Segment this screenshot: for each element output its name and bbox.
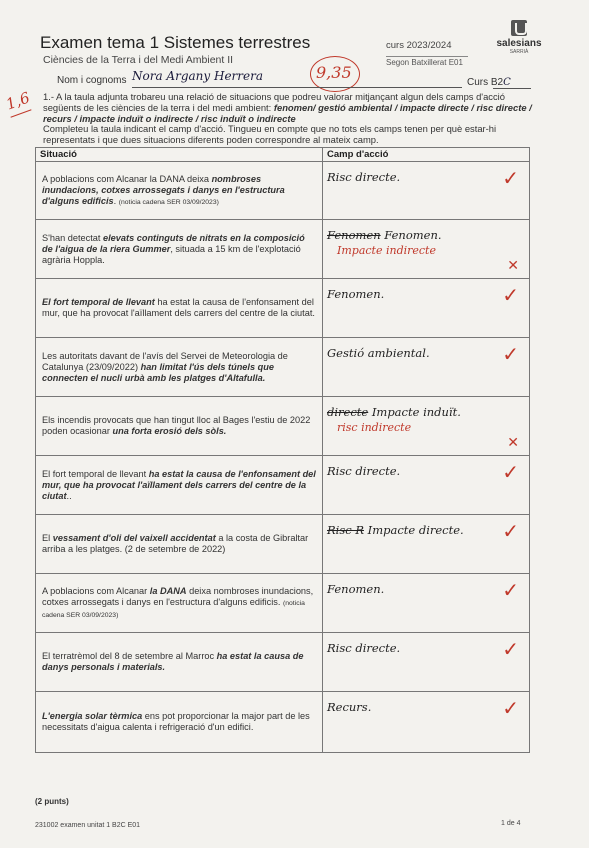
school-logo-icon: [511, 20, 527, 36]
answer-line: [327, 700, 525, 714]
situation-cell: [36, 338, 323, 397]
class-line: [493, 88, 531, 89]
table-row: [36, 220, 530, 279]
answer-cell: [323, 162, 530, 220]
answer-text: Fenomen.: [384, 228, 442, 242]
situation-cell: [36, 633, 323, 692]
situation-cell: [36, 574, 323, 633]
answer-text: Risc directe.: [327, 641, 401, 655]
situation-bold: elevats continguts de nitrats en la composició de l'aigua de la riera Gummer: [42, 232, 305, 254]
table-row: [36, 456, 530, 515]
check-mark-icon: ✓: [502, 460, 519, 484]
situation-cell: [36, 515, 323, 574]
situation-bold: una forta erosió dels sòls.: [112, 426, 227, 436]
check-mark-icon: ✓: [502, 166, 519, 190]
struck-text: Risc R: [327, 523, 364, 537]
situation-bold: la DANA: [149, 585, 187, 596]
check-mark-icon: ✓: [502, 283, 519, 307]
answer-line: [327, 582, 525, 596]
situation-bold: han limitat l'ús dels túnels que connecten el nucli urbà amb les platges d'Altafulla.: [42, 361, 274, 383]
answer-cell: [323, 220, 530, 279]
struck-text: directe: [327, 405, 369, 419]
answer-line: [327, 464, 525, 478]
course-year: curs 2023/2024: [386, 40, 452, 51]
class-label-text: Curs B2: [467, 77, 504, 88]
school-logo-sub: SARRIÀ: [509, 49, 529, 55]
instructions-fields: fenomen/ gestió ambiental / impacte directe / risc directe / recurs / impacte induït o indirecte / risc induït o indirecte: [43, 101, 532, 124]
instructions: [43, 92, 543, 146]
footer-code: 231002 examen unitat 1 B2C E01: [35, 822, 141, 829]
situation-text: deixa nombroses inundacions, cotxes arrossegats i danys en l'estructura d'alguns edificis.: [42, 585, 314, 607]
table-row: [36, 397, 530, 456]
check-mark-icon: ✓: [502, 578, 519, 602]
class-value: C: [503, 77, 511, 88]
table-row: [36, 574, 530, 633]
grade: 9,35: [316, 63, 352, 82]
situation-bold: ha estat la causa de l'enfonsament del mur, que ha provocat l'aïllament dels carrers del centre de la ciutat: [42, 468, 316, 501]
answer-line: [327, 523, 525, 537]
situation-text: ens pot proporcionar la major part de les necessitats d'aigua calenta i refrigeració d'un edifici.: [42, 711, 310, 732]
answer-cell: [323, 456, 530, 515]
answer-text: Recurs.: [327, 700, 372, 714]
answer-text: Risc directe.: [327, 464, 401, 478]
situation-note: (noticia cadena SER 03/09/2023): [118, 198, 219, 206]
answer-line: [327, 641, 525, 655]
situation-text: .: [113, 195, 119, 206]
situation-cell: [36, 279, 323, 338]
name-line: [132, 87, 462, 88]
table-row: [36, 162, 530, 220]
situation-cell: [36, 692, 323, 753]
instructions-line1: 1.- A la taula adjunta trobareu una relació de situacions que podreu valorar mitjançant algun dels camps d'acció següents de les ciències de la terra i del medi ambient:: [43, 91, 505, 113]
school-logo: [496, 20, 542, 55]
situation-bold: L'energia solar tèrmica: [42, 711, 143, 721]
school-logo-name: salesians: [496, 38, 542, 49]
class-label: [467, 77, 511, 88]
table-row: [36, 692, 530, 753]
answer-line: [327, 346, 525, 360]
page-number: 1 de 4: [501, 820, 521, 827]
situation-cell: [36, 397, 323, 456]
situation-cell: [36, 456, 323, 515]
exam-title: Examen tema 1 Sistemes terrestres: [40, 33, 311, 52]
cross-mark-icon: ✕: [507, 435, 519, 451]
answer-line: [327, 170, 525, 184]
table-body: [36, 162, 530, 753]
answer-line: [327, 287, 525, 301]
table-header-row: [36, 148, 530, 162]
check-mark-icon: ✓: [502, 637, 519, 661]
instructions-line2: Completeu la taula indicant el camp d'acció. Tingueu en compte que no tots els camps tenen per què estar-hi representats i que dues situacions diferents poden correspondre al mateix camp.: [43, 123, 497, 146]
answer-text: Impacte directe.: [367, 523, 464, 537]
check-mark-icon: ✓: [502, 342, 519, 366]
situation-text: Els incendis provocats que han tingut lloc al Bages l'estiu de 2022 poden ocasionar: [42, 415, 311, 436]
teacher-correction: risc indirecte: [337, 421, 412, 434]
situation-bold: vessament d'oli del vaixell accidentat: [52, 533, 216, 543]
table-row: [36, 515, 530, 574]
situation-note: (noticia cadena SER 03/09/2023): [42, 599, 305, 619]
answer-cell: [323, 692, 530, 753]
check-mark-icon: ✓: [502, 519, 519, 543]
answer-line: [327, 228, 525, 242]
answer-text: Impacte induït.: [371, 405, 461, 419]
table-row: [36, 279, 530, 338]
situation-text: A poblacions com Alcanar la DANA deixa: [42, 173, 212, 184]
answer-cell: [323, 633, 530, 692]
name-value: Nora Argany Herrera: [132, 69, 264, 83]
check-mark-icon: ✓: [502, 696, 519, 720]
side-score: 1,6: [3, 88, 33, 114]
answer-cell: [323, 279, 530, 338]
answer-cell: [323, 515, 530, 574]
answer-cell: [323, 574, 530, 633]
teacher-correction: Impacte indirecte: [337, 244, 436, 257]
situation-bold: nombroses inundacions, cotxes arrossegats i danys en l'estructura d'alguns edificis: [42, 173, 285, 206]
answer-text: Fenomen.: [327, 287, 385, 301]
situation-text: El terratrèmol del 8 de setembre al Marroc: [42, 651, 217, 661]
situation-cell: [36, 220, 323, 279]
answer-text: Risc directe.: [327, 170, 401, 184]
situation-text: S'han detectat: [42, 232, 104, 243]
situation-text: , situada a 15 km de l'explotació agrària Hoppla.: [42, 243, 301, 265]
answer-cell: [323, 338, 530, 397]
name-label: Nom i cognoms: [57, 75, 127, 86]
situation-text: El: [42, 533, 53, 543]
answers-table: [35, 147, 530, 753]
course-group: Segon Batxillerat E01: [386, 56, 468, 67]
struck-text: Fenomen: [327, 228, 381, 242]
situation-text: a la costa de Gibraltar arriba a les platges. (2 de setembre de 2022): [42, 533, 309, 554]
situation-text: A poblacions com Alcanar: [42, 585, 150, 596]
cross-mark-icon: ✕: [507, 258, 519, 274]
table-row: [36, 338, 530, 397]
situation-bold: El fort temporal de llevant: [42, 297, 155, 307]
answer-text: Gestió ambiental.: [327, 346, 430, 360]
situation-text: ..: [66, 490, 72, 501]
situation-text: Les autoritats davant de l'avís del Servei de Meteorologia de Catalunya (23/09/2022): [42, 350, 288, 372]
table-row: [36, 633, 530, 692]
situation-cell: [36, 162, 323, 220]
situation-text: El fort temporal de llevant: [42, 468, 149, 479]
header-camp: Camp d'acció: [323, 148, 530, 162]
situation-text: ha estat la causa de l'enfonsament del mur, que ha provocat l'aïllament dels carrers del centre de la ciutat.: [42, 297, 315, 318]
answer-text: Fenomen.: [327, 582, 385, 596]
exam-subtitle: Ciències de la Terra i del Medi Ambient II: [43, 54, 234, 66]
header-situacio: Situació: [36, 148, 323, 162]
answer-line: [327, 405, 525, 419]
situation-bold: ha estat la causa de danys personals i materials.: [42, 651, 304, 672]
answer-cell: [323, 397, 530, 456]
points-note: (2 punts): [35, 797, 69, 806]
